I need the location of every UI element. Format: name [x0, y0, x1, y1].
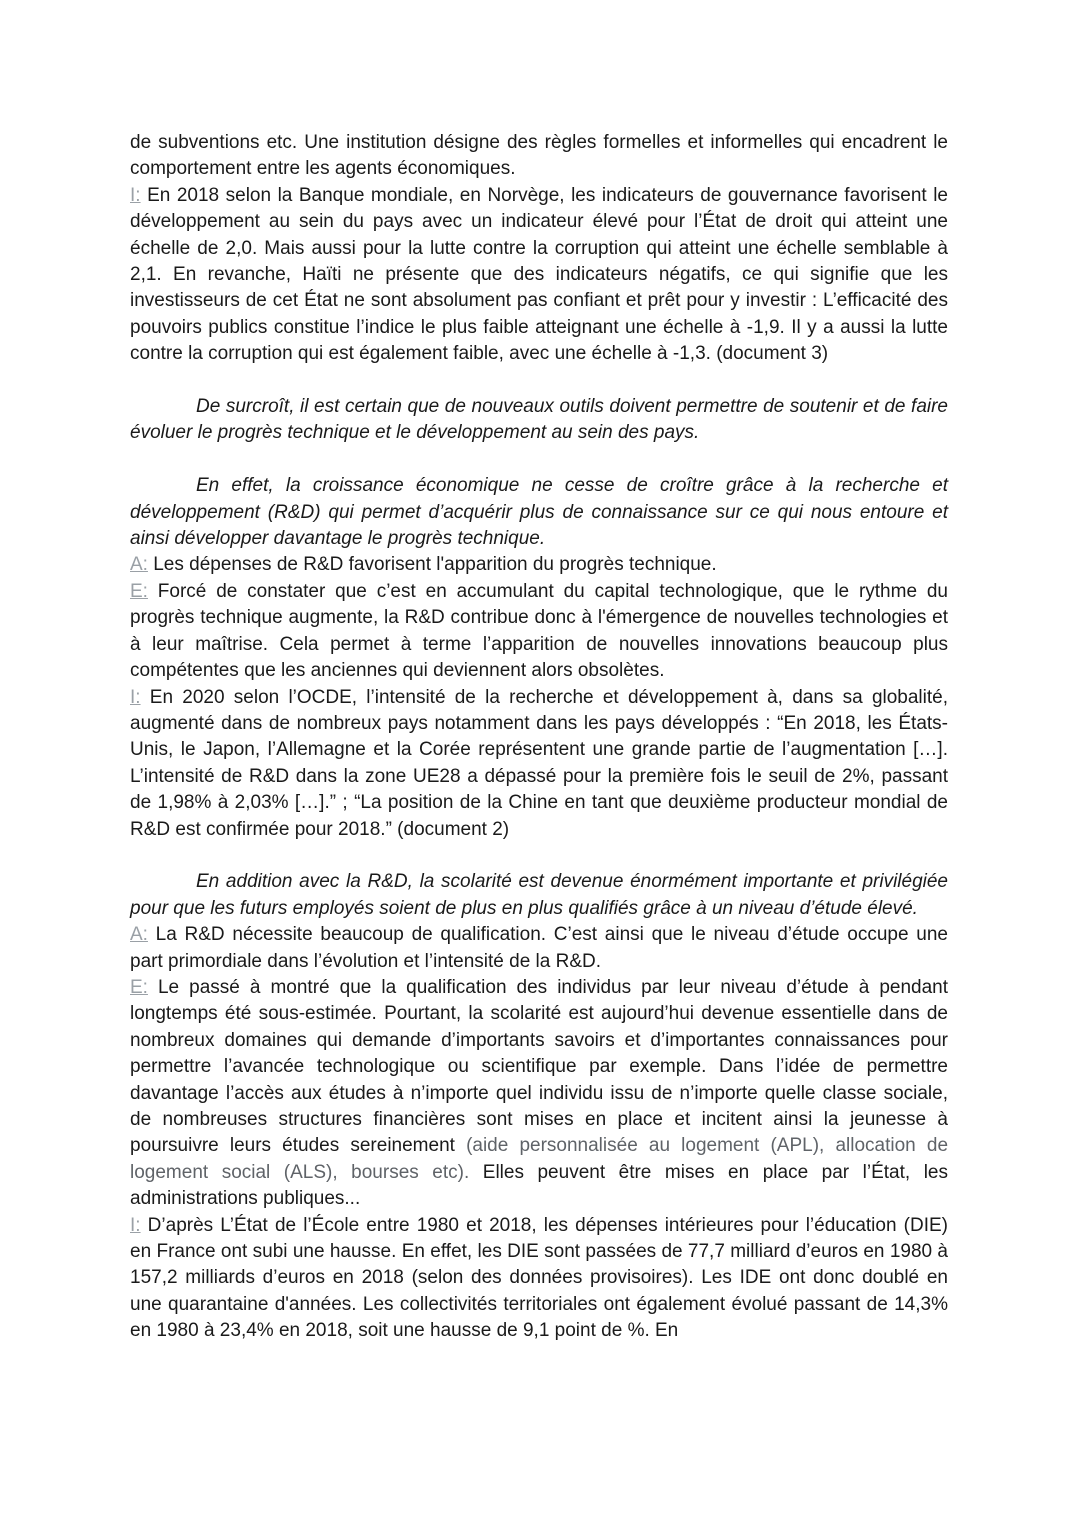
- rd-explanation: [130, 579, 948, 685]
- spacer: [130, 368, 948, 394]
- edu-heading: En addition avec la R&D, la scolarité est devenue énormément importante et privilégiée pour que les futurs employés soient de plus en plus qualifiés grâce à un niveau d’étude élevé.: [130, 871, 948, 919]
- edu-argument: [130, 922, 948, 975]
- edu-explanation: [130, 975, 948, 1213]
- edu-illustration: [130, 1213, 948, 1345]
- argument-marker: A:: [130, 554, 148, 576]
- rd-illustration: [130, 685, 948, 843]
- rd-heading: En effet, la croissance économique ne cesse de croître grâce à la recherche et développement (R&D) qui permet d’acquérir plus de connaissance sur ce qui nous entoure et ainsi développer davantage le progrès technique.: [130, 475, 948, 550]
- illustration-marker: I:: [130, 1214, 141, 1236]
- illustration-marker: I:: [130, 686, 141, 708]
- intro-paragraph: de subventions etc. Une institution désigne des règles formelles et informelles qui encadrent le comportement entre les agents économiques.: [130, 132, 948, 180]
- spacer: [130, 447, 948, 473]
- spacer: [130, 843, 948, 869]
- rd-explanation-text: Forcé de constater que c’est en accumulant du capital technologique, que le rythme du progrès technique augmente, la R&D contribue donc à l'émergence de nouvelles technologies et à leur maîtrise. Cela permet à terme l’apparition de nouvelles innovations beaucoup plus compétentes que les anciennes qui deviennent alors obsolètes.: [130, 580, 948, 682]
- rd-illustration-text: En 2020 selon l’OCDE, l’intensité de la recherche et développement à, dans sa globalité, augmenté dans de nombreux pays notamment dans les pays développés : “En 2018, les États-Unis, le Japon, l’Allemagne et la Corée représentent une grande partie de l’augmentation […]. L’intensité de R&D dans la zone UE28 a dépassé pour la première fois le seuil de 2%, passant de 1,98% à 2,03% […].” ; “La position de la Chine en tant que deuxième producteur mondial de R&D est confirmée pour 2018.” (document 2): [130, 686, 948, 840]
- document-page: [130, 130, 948, 1345]
- governance-text: En 2018 selon la Banque mondiale, en Norvège, les indicateurs de gouvernance favorisent le développement au sein du pays avec un indicateur élevé pour l’État de droit qui atteint une échelle de 2,0. Mais aussi pour la lutte contre la corruption qui atteint une échelle semblable à 2,1. En revanche, Haïti ne présente que des indicateurs négatifs, ce qui signifie que les investisseurs de cet État ne sont absolument pas confiant et prêt pour y investir : L’efficacité des pouvoirs publics constitue l’indice le plus faible atteignant une échelle à -1,9. Il y a aussi la lutte contre la corruption qui est également faible, avec une échelle à -1,3. (document 3): [130, 184, 948, 365]
- illustration-marker: I:: [130, 184, 141, 206]
- explanation-marker: E:: [130, 580, 148, 602]
- explanation-marker: E:: [130, 976, 148, 998]
- transition-paragraph: De surcroît, il est certain que de nouveaux outils doivent permettre de soutenir et de faire évoluer le progrès technique et le développement au sein des pays.: [130, 396, 948, 444]
- rd-argument-text: Les dépenses de R&D favorisent l'apparition du progrès technique.: [147, 554, 717, 576]
- edu-illustration-text: D’après L’État de l’École entre 1980 et 2018, les dépenses intérieures pour l’éducation (DIE) en France ont subi une hausse. En effet, les DIE sont passées de 77,7 milliard d’euros en 1980 à 157,2 milliards d’euros en 2018 (selon des données provisoires). Les IDE ont donc doublé en une quarantaine d'années. Les collectivités territoriales ont également évolué passant de 14,3% en 1980 à 23,4% en 2018, soit une hausse de 9,1 point de %. En: [130, 1214, 948, 1342]
- edu-explanation-text-1: Le passé à montré que la qualification des individus par leur niveau d’étude à pendant longtemps été sous-estimée. Pourtant, la scolarité est aujourd’hui devenue essentielle dans de nombreux domaines qui demande d’importants savoirs et d’importantes connaissances pour permettre l’avancée technologique ou scientifique par exemple. Dans l’idée de permettre davantage l’accès aux études à n’importe quel individu issu de n’importe quelle classe sociale, de nombreuses structures financières sont mises en place et incitent ainsi la jeunesse à poursuivre leurs études sereinement: [130, 976, 948, 1157]
- rd-argument: [130, 552, 948, 578]
- governance-paragraph: [130, 183, 948, 368]
- edu-argument-text: La R&D nécessite beaucoup de qualification. C’est ainsi que le niveau d’étude occupe une part primordiale dans l’évolution et l’intensité de la R&D.: [130, 924, 948, 972]
- argument-marker: A:: [130, 924, 148, 946]
- edu-explanation-examples: (aide personnalisée au logement (APL), allocation de logement social (ALS), bourses etc).: [130, 1135, 949, 1183]
- edu-explanation-text-2: Elles peuvent être mises en place par l’État, les administrations publiques...: [130, 1161, 948, 1210]
